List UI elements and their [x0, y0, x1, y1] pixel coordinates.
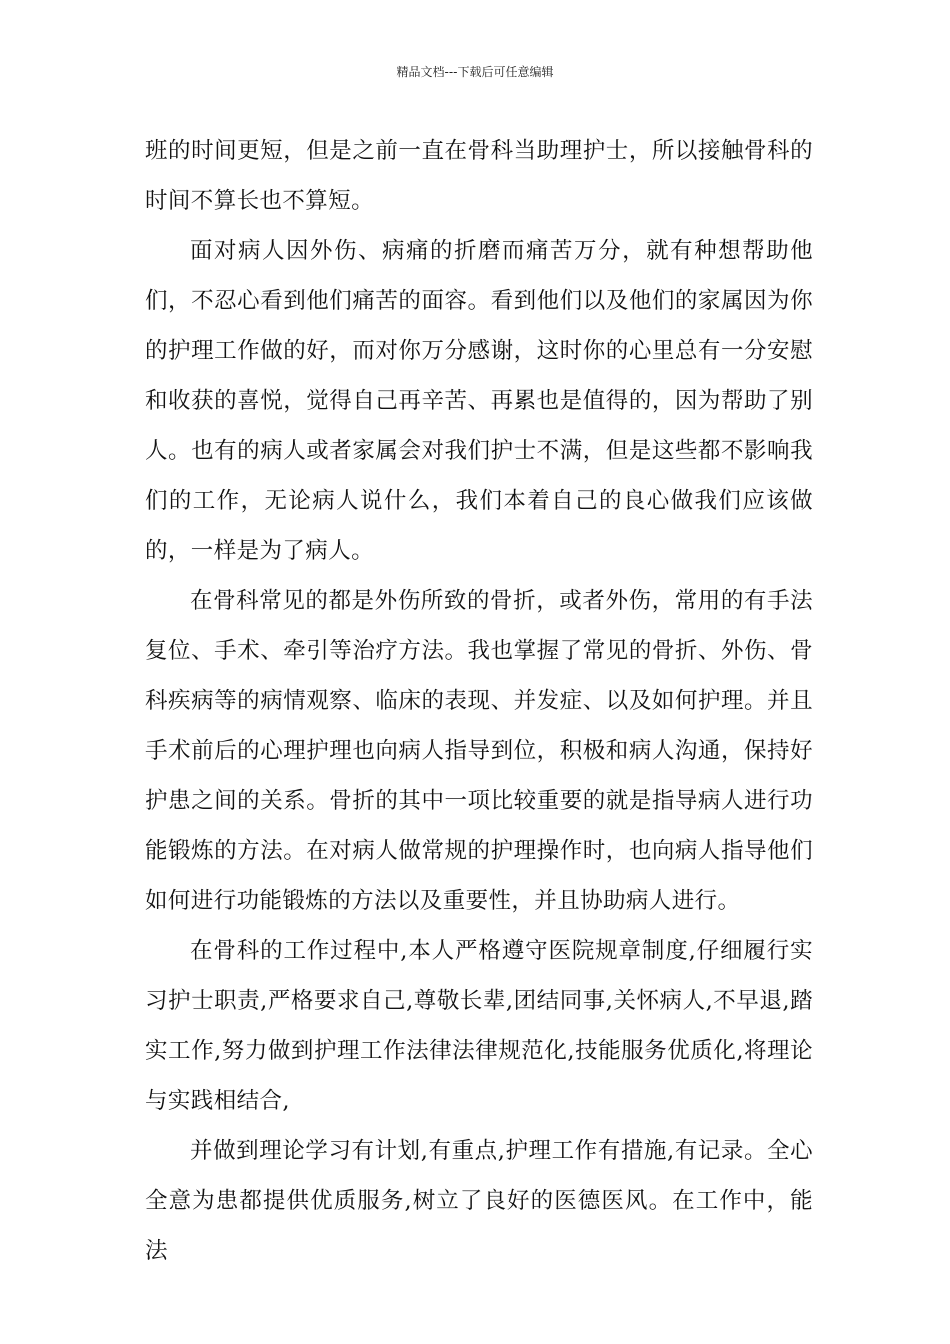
- paragraph-orthopedic-care: 在骨科常见的都是外伤所致的骨折，或者外伤，常用的有手法复位、手术、牵引等治疗方法。我也掌握了常见的骨折、外伤、骨科疾病等的病情观察、临床的表现、并发症、以及如何护理。并且手术前后的心理护理也向病人指导到位，积极和病人沟通，保持好护患之间的关系。骨折的其中一项比较重要的就是指导病人进行功能锻炼的方法。在对病人做常规的护理操作时，也向病人指导他们如何进行功能锻炼的方法以及重要性，并且协助病人进行。: [145, 588, 813, 914]
- paragraph-feelings: 面对病人因外伤、病痛的折磨而痛苦万分，就有种想帮助他们，不忍心看到他们痛苦的面容。看到他们以及他们的家属因为你的护理工作做的好，而对你万分感谢，这时你的心里总有一分安慰和收获的喜悦，觉得自己再辛苦、再累也是值得的，因为帮助了别人。也有的病人或者家属会对我们护士不满，但是这些都不影响我们的工作，无论病人说什么，我们本着自己的良心做我们应该做的，一样是为了病人。: [145, 238, 813, 564]
- paragraph-work-conduct: 在骨科的工作过程中,本人严格遵守医院规章制度,仔细履行实习护士职责,严格要求自己,尊敬长辈,团结同事,关怀病人,不早退,踏实工作,努力做到护理工作法律法律规范化,技能服务优质化,将理论与实践相结合,: [145, 938, 813, 1114]
- paragraph-study-plan: 并做到理论学习有计划,有重点,护理工作有措施,有记录。全心全意为患都提供优质服务,树立了良好的医德医风。在工作中，能法: [145, 1138, 813, 1264]
- page-header: 精品文档---下载后可任意编辑: [396, 65, 554, 79]
- paragraph-continuation: 班的时间更短，但是之前一直在骨科当助理护士，所以接触骨科的时间不算长也不算短。: [145, 138, 813, 214]
- document-body: [145, 126, 813, 1276]
